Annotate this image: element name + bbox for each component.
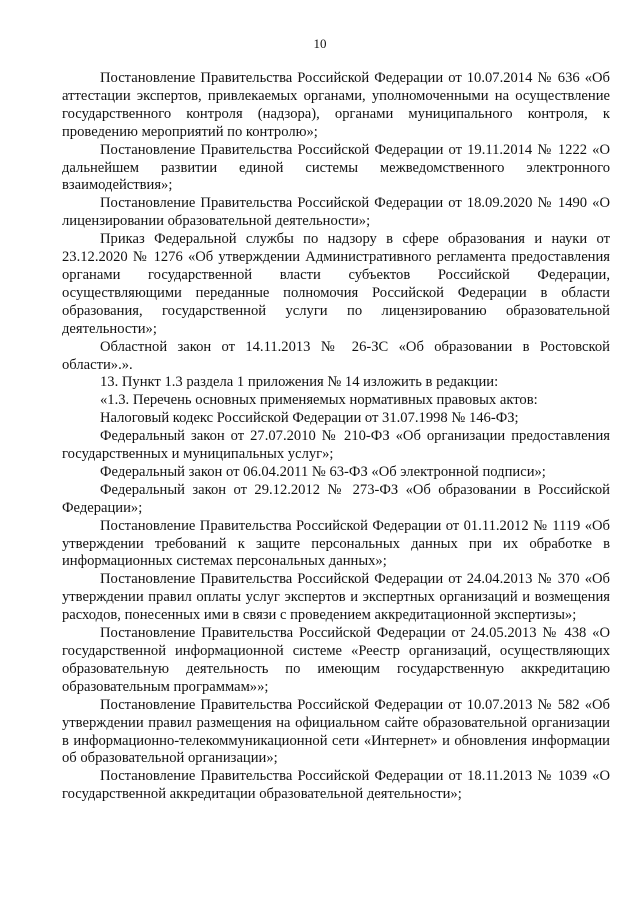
paragraph-order-1276: Приказ Федеральной службы по надзору в сфере образования и науки от 23.12.2020 № 1276 «Об утверждении Административного регламента предоставления органами государственной власти субъектов Российской Федерации, осуществляющими переданные полномочия Российской Федерации в области образования, государственной услуги по лицензированию образовательной деятельности»; [62, 231, 610, 337]
paragraph-resolution-582: Постановление Правительства Российской Федерации от 10.07.2013 № 582 «Об утверждении правил размещения на официальном сайте образовательной организации в информационно-телекоммуникационной сети «Интернет» и обновления информации об образовательной организации»; [62, 696, 610, 767]
paragraph-federal-law-63fz: Федеральный закон от 06.04.2011 № 63-ФЗ «Об электронной подписи»; [100, 463, 546, 480]
paragraph-section-1-3-heading: «1.3. Перечень основных применяемых нормативных правовых актов: [100, 392, 538, 409]
paragraph-resolution-1039: Постановление Правительства Российской Федерации от 18.11.2013 № 1039 «О государственной аккредитации образовательной деятельности»; [62, 768, 610, 803]
paragraph-resolution-1222: Постановление Правительства Российской Федерации от 19.11.2014 № 1222 «О дальнейшем развитии единой системы межведомственного электронного взаимодействия»; [62, 141, 610, 194]
paragraph-resolution-370: Постановление Правительства Российской Федерации от 24.04.2013 № 370 «Об утверждении правил оплаты услуг экспертов и экспертных организаций и возмещения расходов, понесенных ими в связи с проведением аккредитационной экспертизы»; [62, 571, 610, 624]
document-body [62, 70, 610, 804]
paragraph-federal-law-273fz: Федеральный закон от 29.12.2012 № 273-ФЗ «Об образовании в Российской Федерации»; [62, 481, 610, 516]
paragraph-resolution-438: Постановление Правительства Российской Федерации от 24.05.2013 № 438 «О государственной информационной системе «Реестр организаций, осуществляющих образовательную деятельность по имеющим государственную аккредитацию образовательным программам»»; [62, 625, 610, 695]
page-number: 10 [313, 36, 327, 51]
paragraph-resolution-1119: Постановление Правительства Российской Федерации от 01.11.2012 № 1119 «Об утверждении требований к защите персональных данных при их обработке в информационных системах персональных данных»; [62, 517, 610, 570]
paragraph-resolution-636: Постановление Правительства Российской Федерации от 10.07.2014 № 636 «Об аттестации экспертов, привлекаемых органами, уполномоченными на осуществление государственного контроля (надзора), органами муниципального контроля, к проведению мероприятий по контролю»; [62, 70, 610, 140]
paragraph-federal-law-210fz: Федеральный закон от 27.07.2010 № 210-ФЗ «Об организации предоставления государственных и муниципальных услуг»; [62, 428, 610, 463]
paragraph-resolution-1490: Постановление Правительства Российской Федерации от 18.09.2020 № 1490 «О лицензировании образовательной деятельности»; [62, 195, 610, 230]
paragraph-regional-law-26zs: Областной закон от 14.11.2013 № 26-ЗС «Об образовании в Ростовской области».». [62, 338, 610, 373]
paragraph-item-13: 13. Пункт 1.3 раздела 1 приложения № 14 изложить в редакции: [100, 374, 499, 391]
paragraph-tax-code: Налоговый кодекс Российской Федерации от 31.07.1998 № 146-ФЗ; [100, 410, 519, 427]
